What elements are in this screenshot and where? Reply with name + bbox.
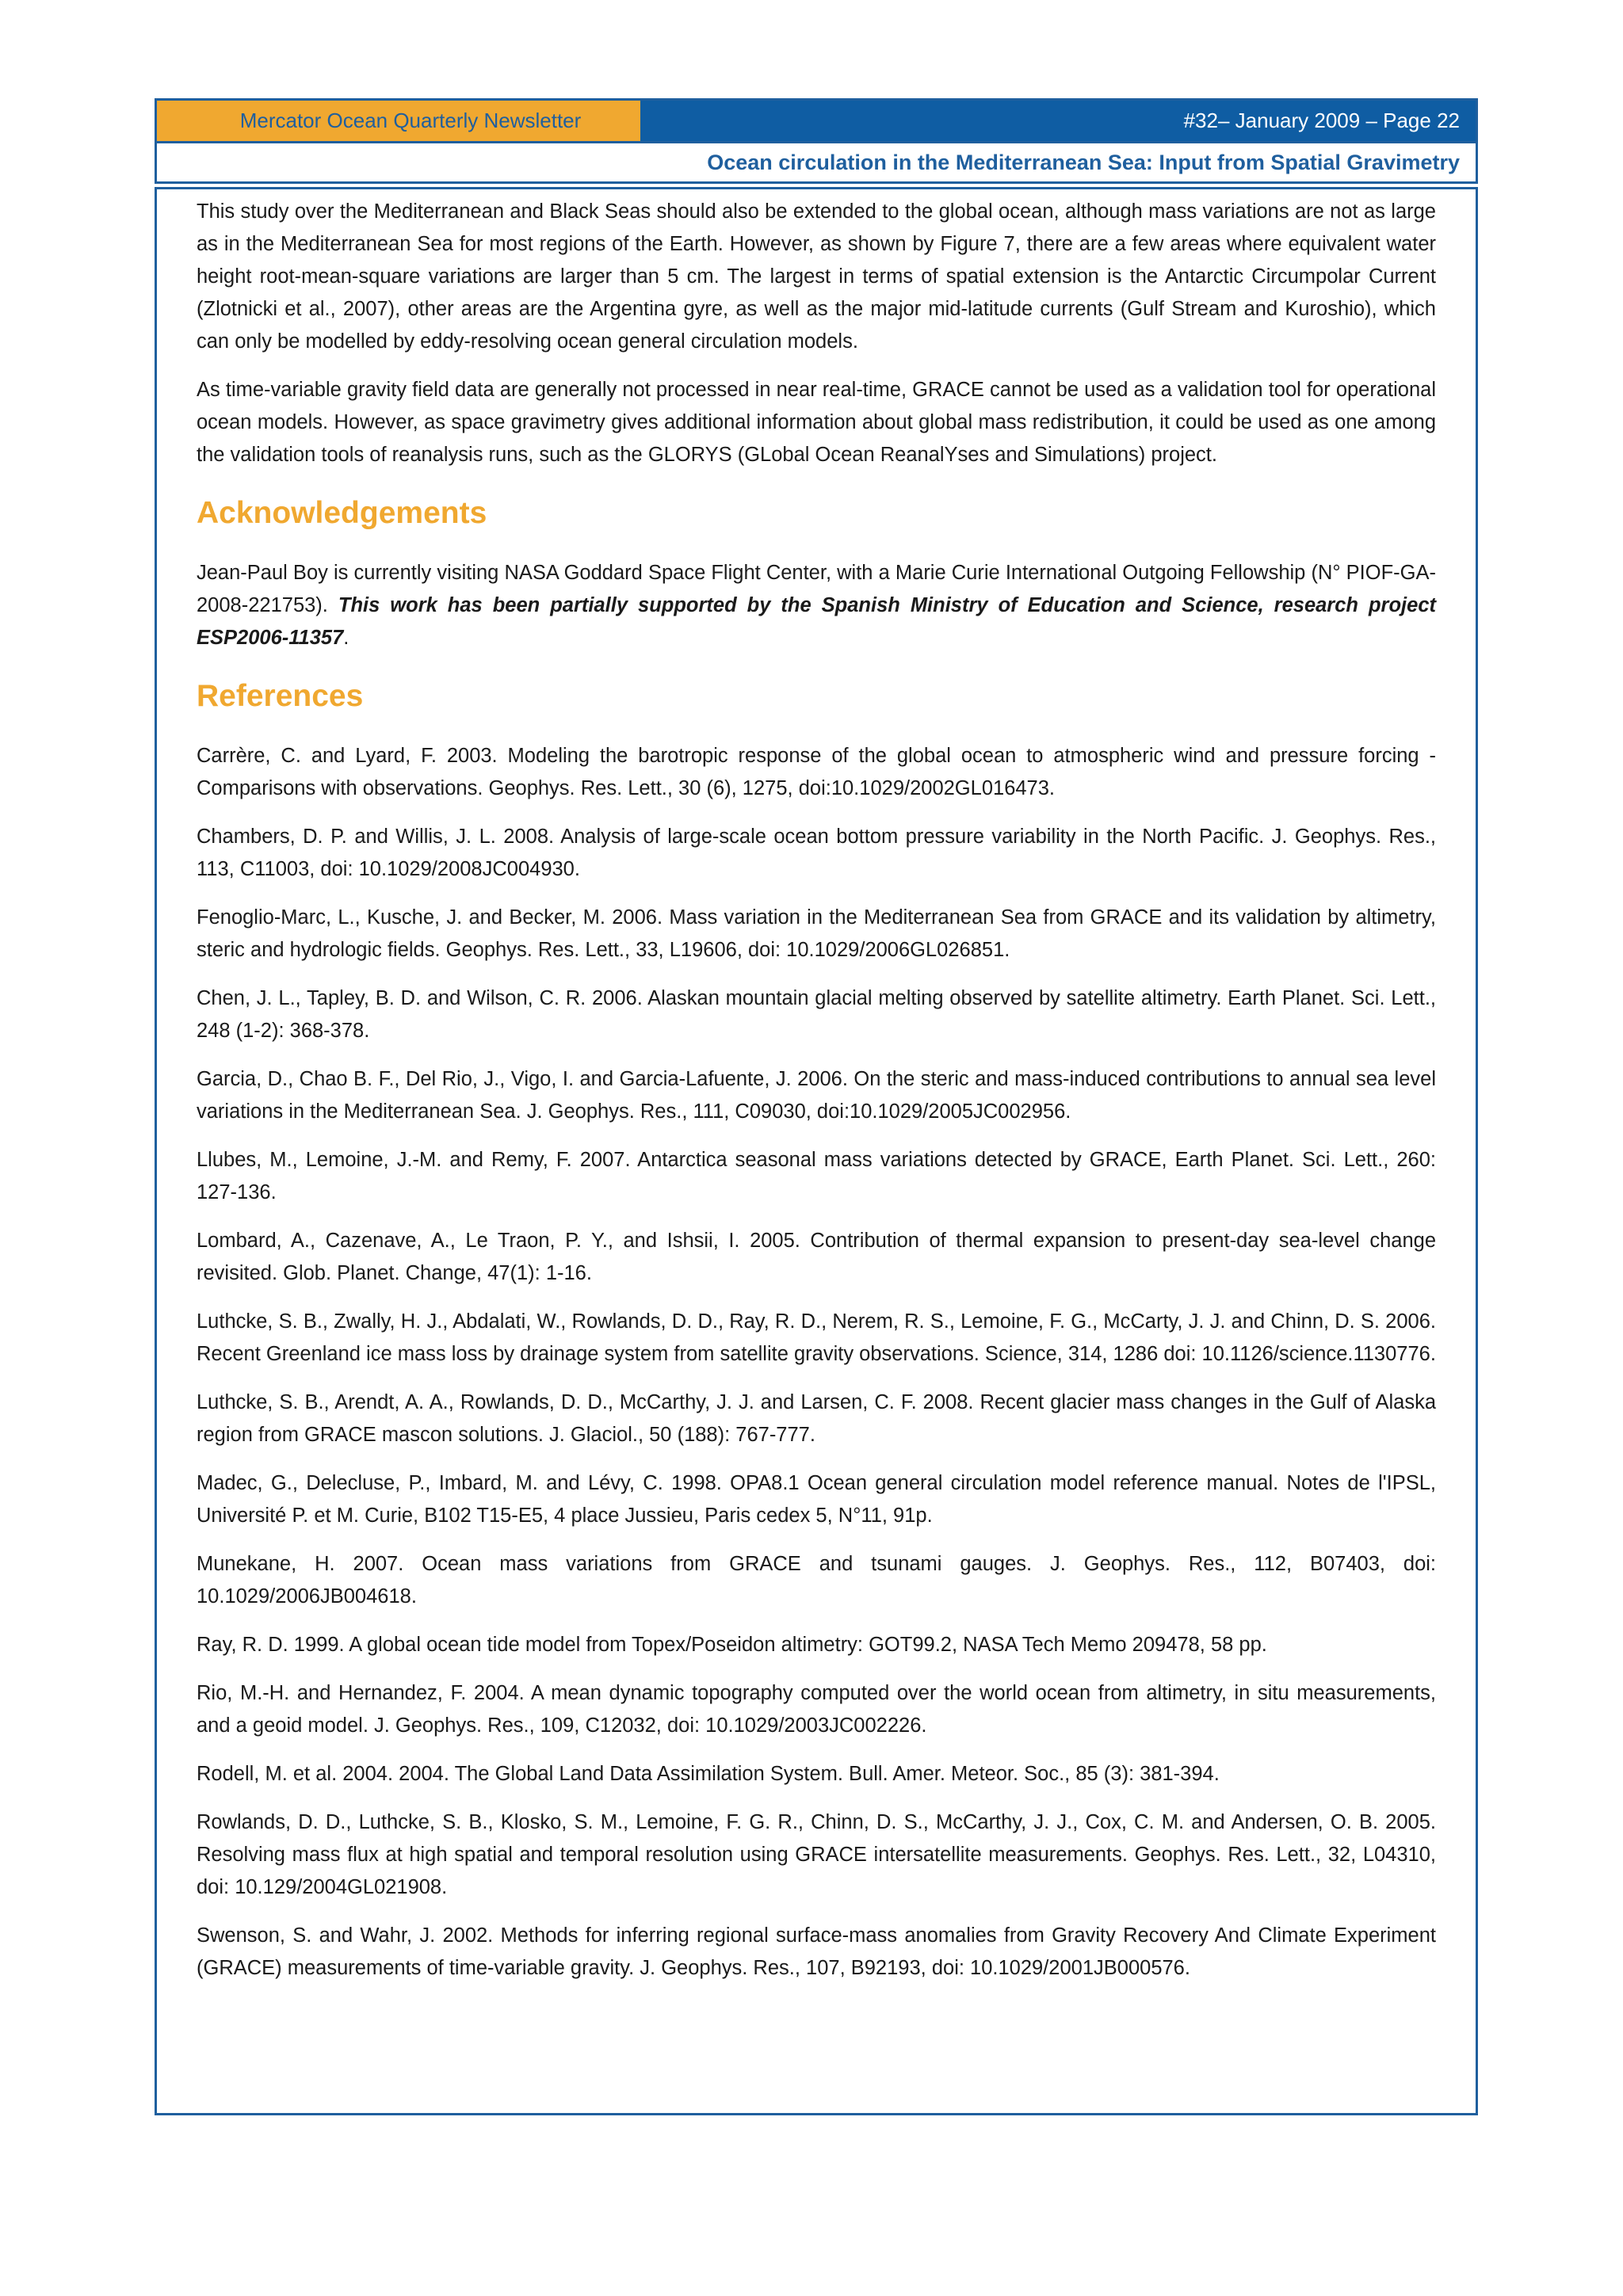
reference-item: Swenson, S. and Wahr, J. 2002. Methods for inferring regional surface-mass anomalies from Gravity Recovery And Climate Experiment (GRACE) measurements of time-variable gravity. J. Geophys. Res., 107, B92193, doi: 10.1029/2001JB000576. xyxy=(197,1924,1436,1979)
references-list xyxy=(197,740,1436,1985)
ack-plain-text: Jean-Paul Boy is currently visiting NASA Goddard Space Flight Center, with a Marie Curie International Outgoing Fellowship (N° PIOF-GA-2008-221753). xyxy=(197,562,1436,616)
page-header xyxy=(155,98,1478,141)
body-paragraph: As time-variable gravity field data are generally not processed in near real-time, GRACE cannot be used as a validation tool for operational ocean models. However, as space gravimetry gives additional information about global mass redistribution, it could be used as one among the validation tools of reanalysis runs, such as the GLORYS (GLobal Ocean ReanalYses and Simulations) project. xyxy=(197,379,1436,466)
reference-item: Madec, G., Delecluse, P., Imbard, M. and Lévy, C. 1998. OPA8.1 Ocean general circulation model reference manual. Notes de l'IPSL, Université P. et M. Curie, B102 T15-E5, 4 place Jussieu, Paris cedex 5, N°11, 91p. xyxy=(197,1472,1436,1527)
ack-emphasis-text: This work has been partially supported by the Spanish Ministry of Education and Science, research project ESP2006-11357 xyxy=(197,594,1436,649)
reference-item: Llubes, M., Lemoine, J.-M. and Remy, F. 2007. Antarctica seasonal mass variations detected by GRACE, Earth Planet. Sci. Lett., 260: 127-136. xyxy=(197,1149,1436,1203)
reference-item: Rowlands, D. D., Luthcke, S. B., Klosko, S. M., Lemoine, F. G. R., Chinn, D. S., McCarthy, J. J., Cox, C. M. and Andersen, O. B. 2005. Resolving mass flux at high spatial and temporal resolution using GRACE intersatellite measurements. Geophys. Res. Lett., 32, L04310, doi: 10.129/2004GL021908. xyxy=(197,1811,1436,1898)
reference-item: Chambers, D. P. and Willis, J. L. 2008. Analysis of large-scale ocean bottom pressure variability in the North Pacific. J. Geophys. Res., 113, C11003, doi: 10.1029/2008JC004930. xyxy=(197,826,1436,880)
reference-item: Munekane, H. 2007. Ocean mass variations from GRACE and tsunami gauges. J. Geophys. Res., 112, B07403, doi: 10.1029/2006JB004618. xyxy=(197,1553,1436,1608)
reference-item: Garcia, D., Chao B. F., Del Rio, J., Vigo, I. and Garcia-Lafuente, J. 2006. On the steric and mass-induced contributions to annual sea level variations in the Mediterranean Sea. J. Geophys. Res., 111, C09030, doi:10.1029/2005JC002956. xyxy=(197,1068,1436,1123)
reference-item: Lombard, A., Cazenave, A., Le Traon, P. Y., and Ishsii, I. 2005. Contribution of thermal expansion to present-day sea-level change revisited. Glob. Planet. Change, 47(1): 1-16. xyxy=(197,1230,1436,1284)
reference-item: Rio, M.-H. and Hernandez, F. 2004. A mean dynamic topography computed over the world ocean from altimetry, in situ measurements, and a geoid model. J. Geophys. Res., 109, C12032, doi: 10.1029/2003JC002226. xyxy=(197,1682,1436,1737)
reference-item: Luthcke, S. B., Zwally, H. J., Abdalati, W., Rowlands, D. D., Ray, R. D., Nerem, R. S., Lemoine, F. G., McCarty, J. J. and Chinn, D. S. 2006. Recent Greenland ice mass loss by drainage system from satellite gravity observations. Science, 314, 1286 doi: 10.1126/science.1130776. xyxy=(197,1310,1436,1365)
body-paragraph: This study over the Mediterranean and Black Seas should also be extended to the global ocean, although mass variations are not as large as in the Mediterranean Sea for most regions of the Earth. However, as shown by Figure 7, there are a few areas where equivalent water height root-mean-square variations are larger than 5 cm. The largest in terms of spatial extension is the Antarctic Circumpolar Current (Zlotnicki et al., 2007), other areas are the Argentina gyre, as well as the major mid-latitude currents (Gulf Stream and Kuroshio), which can only be modelled by eddy-resolving ocean general circulation models. xyxy=(197,200,1436,353)
acknowledgements-heading: Acknowledgements xyxy=(197,496,487,530)
reference-item: Carrère, C. and Lyard, F. 2003. Modeling the barotropic response of the global ocean to atmospheric wind and pressure forcing - Comparisons with observations. Geophys. Res. Lett., 30 (6), 1275, doi:10.1029/2002GL016473. xyxy=(197,745,1436,799)
content-frame xyxy=(155,187,1478,2115)
article-content xyxy=(197,196,1436,2000)
reference-item: Chen, J. L., Tapley, B. D. and Wilson, C. R. 2006. Alaskan mountain glacial melting observed by satellite altimetry. Earth Planet. Sci. Lett., 248 (1-2): 368-378. xyxy=(197,987,1436,1042)
references-heading: References xyxy=(197,679,364,713)
article-title: Ocean circulation in the Mediterranean Sea: Input from Spatial Gravimetry xyxy=(155,141,1478,184)
ack-end: . xyxy=(343,627,349,649)
issue-page-label: #32– January 2009 – Page 22 xyxy=(640,101,1476,141)
reference-item: Ray, R. D. 1999. A global ocean tide model from Topex/Poseidon altimetry: GOT99.2, NASA Tech Memo 209478, 58 pp. xyxy=(197,1634,1267,1656)
reference-item: Rodell, M. et al. 2004. 2004. The Global Land Data Assimilation System. Bull. Amer. Meteor. Soc., 85 (3): 381-394. xyxy=(197,1763,1220,1785)
reference-item: Luthcke, S. B., Arendt, A. A., Rowlands, D. D., McCarthy, J. J. and Larsen, C. F. 2008. Recent glacier mass changes in the Gulf of Alaska region from GRACE mascon solutions. J. Glaciol., 50 (188): 767-777. xyxy=(197,1391,1436,1446)
acknowledgements-text xyxy=(197,557,1436,654)
reference-item: Fenoglio-Marc, L., Kusche, J. and Becker, M. 2006. Mass variation in the Mediterranean Sea from GRACE and its validation by altimetry, steric and hydrologic fields. Geophys. Res. Lett., 33, L19606, doi: 10.1029/2006GL026851. xyxy=(197,906,1436,961)
newsletter-name: Mercator Ocean Quarterly Newsletter xyxy=(157,101,640,141)
